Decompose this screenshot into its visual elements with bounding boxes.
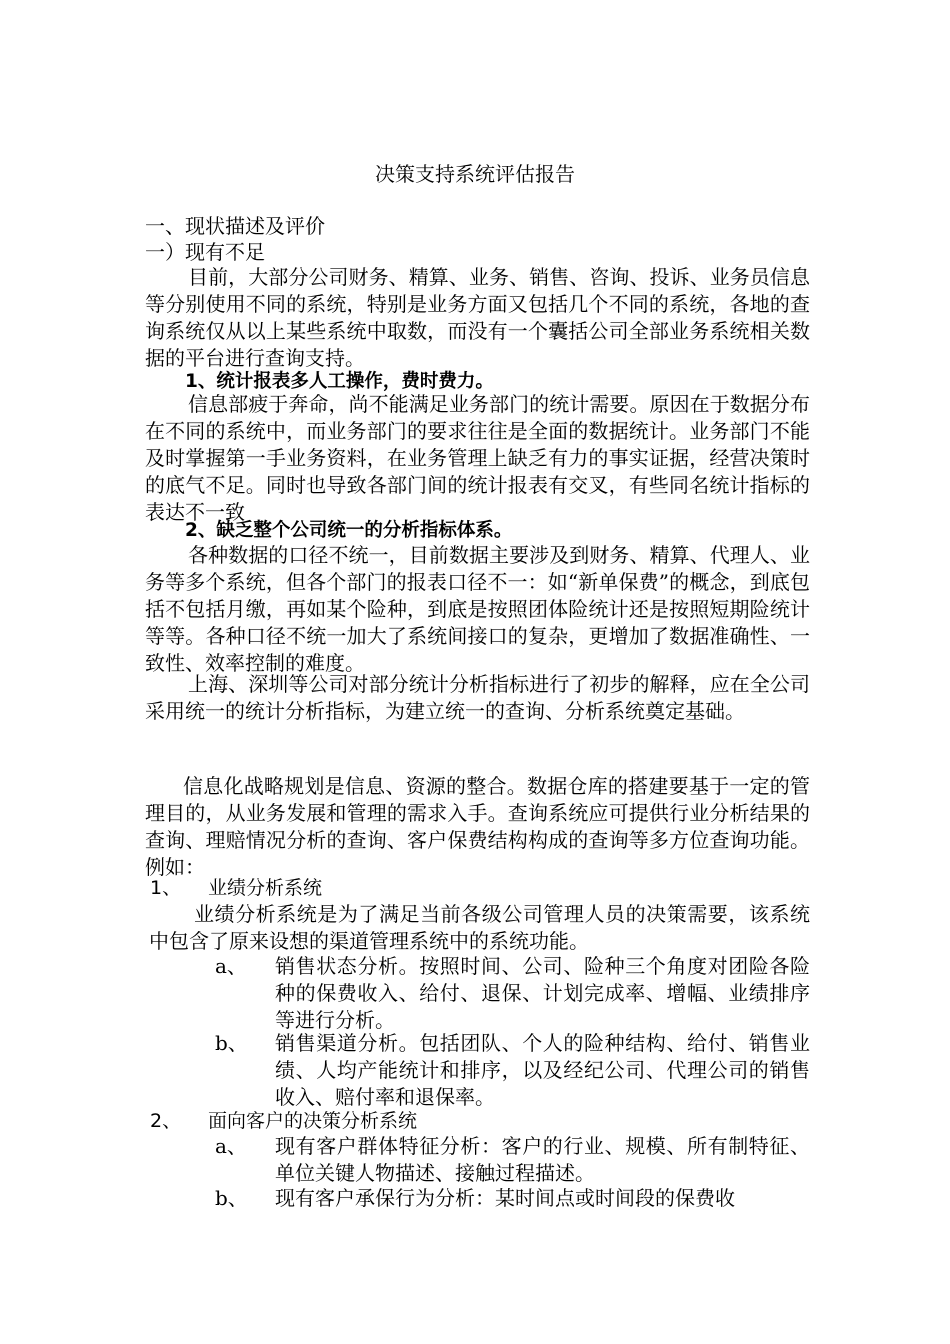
- paragraph-current-status: 目前，大部分公司财务、精算、业务、销售、咨询、投诉、业务员信息等分别使用不同的系统，特别是业务方面又包括几个不同的系统，各地的查询系统仅从以上某些系统中取数，而没有一个囊括公司全部业务系统相关数据的平台进行查询支持。: [145, 265, 810, 370]
- document-title: 决策支持系统评估报告: [375, 162, 575, 186]
- system-title-2: 面向客户的决策分析系统: [208, 1110, 418, 1132]
- list-item: [215, 1133, 810, 1187]
- system-heading-1: [150, 875, 322, 901]
- system-heading-2: [150, 1108, 417, 1134]
- list-item: [215, 1030, 810, 1111]
- point-heading-2: 2、缺乏整个公司统一的分析指标体系。: [185, 520, 513, 541]
- paragraph-statistics: 信息部疲于奔命，尚不能满足业务部门的统计需要。原因在于数据分布在不同的系统中，而业务部门的要求往往是全面的数据统计。业务部门不能及时掌握第一手业务资料，在业务管理上缺乏有力的事实证据，经营决策时的底气不足。同时也导致各部门间的统计报表有交叉，有些同名统计指标的表达不一致: [145, 392, 810, 524]
- paragraph-indicators: 各种数据的口径不统一，目前数据主要涉及到财务、精算、代理人、业务等多个系统，但各个部门的报表口径不一：如“新单保费”的概念，到底包括不包括月缴，再如某个险种，到底是按照团体险统计还是按照短期险统计等等。各种口径不统一加大了系统间接口的复杂，更增加了数据准确性、一致性、效率控制的难度。: [145, 543, 810, 675]
- list-item-label: b、: [215, 1031, 248, 1055]
- system-number-2: 2、: [150, 1110, 182, 1132]
- paragraph-shanghai-shenzhen: 上海、深圳等公司对部分统计分析指标进行了初步的解释，应在全公司采用统一的统计分析指标，为建立统一的查询、分析系统奠定基础。: [145, 672, 810, 723]
- list-item-text: 现有客户群体特征分析：客户的行业、规模、所有制特征、单位关键人物描述、接触过程描述。: [275, 1134, 810, 1185]
- list-item-label: a、: [215, 954, 247, 978]
- list-item-text: 销售状态分析。按照时间、公司、险种三个角度对团险各险种的保费收入、给付、退保、计划完成率、增幅、业绩排序等进行分析。: [275, 954, 810, 1032]
- list-item-text: 现有客户承保行为分析：某时间点或时间段的保费收: [275, 1186, 735, 1210]
- system-number-1: 1、: [150, 877, 182, 899]
- list-item-text: 销售渠道分析。包括团队、个人的险种结构、给付、销售业绩、人均产能统计和排序，以及经纪公司、代理公司的销售收入、赔付率和退保率。: [275, 1031, 810, 1109]
- paragraph-performance-system: 业绩分析系统是为了满足当前各级公司管理人员的决策需要，该系统中包含了原来设想的渠道管理系统中的系统功能。: [149, 902, 810, 953]
- list-item: [215, 1185, 810, 1212]
- list-item: [215, 953, 810, 1034]
- paragraph-strategy: 信息化战略规划是信息、资源的整合。数据仓库的搭建要基于一定的管理目的，从业务发展和管理的需求入手。查询系统应可提供行业分析结果的查询、理赔情况分析的查询、客户保费结构构成的查询等多方位查询功能。例如：: [145, 774, 810, 879]
- list-item-label: b、: [215, 1186, 248, 1210]
- system-title-1: 业绩分析系统: [208, 877, 323, 899]
- point-heading-1: 1、统计报表多人工操作，费时费力。: [185, 371, 494, 392]
- section-heading: 一、现状描述及评价: [145, 214, 325, 238]
- list-item-label: a、: [215, 1134, 247, 1158]
- subsection-heading: 一）现有不足: [145, 240, 265, 264]
